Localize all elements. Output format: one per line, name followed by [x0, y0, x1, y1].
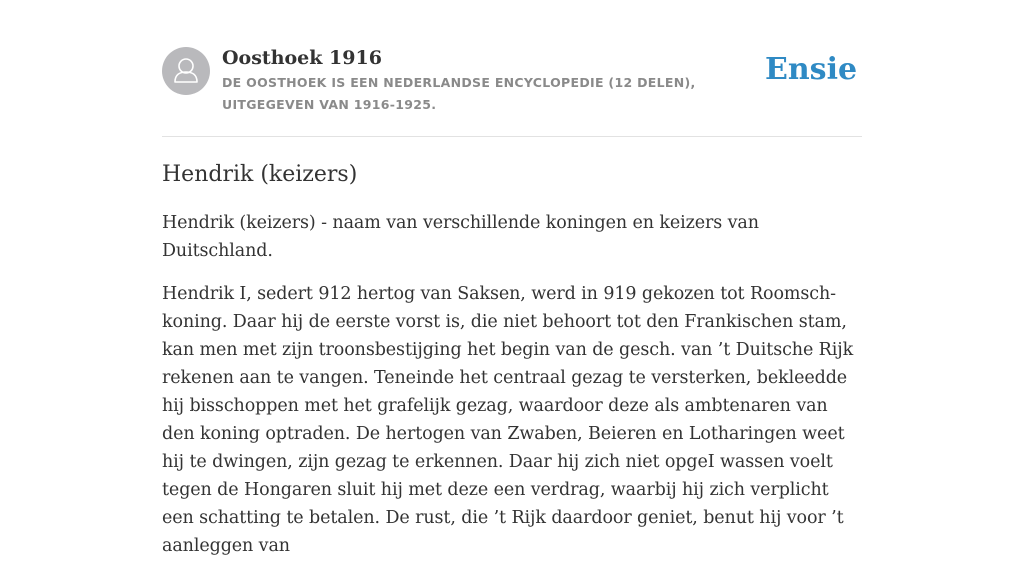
source-description: DE OOSTHOEK IS EEN NEDERLANDSE ENCYCLOPEDIE (12 DELEN), UITGEGEVEN VAN 1916-1925. — [222, 75, 696, 112]
source-header — [162, 44, 862, 137]
ensie-logo[interactable]: Ensie — [765, 52, 858, 87]
source-title[interactable]: Oosthoek 1916 — [222, 47, 382, 69]
entry-content — [162, 156, 862, 575]
user-icon[interactable] — [162, 47, 210, 95]
entry-paragraph: Hendrik (keizers) - naam van verschillende koningen en keizers van Duitschland. — [162, 213, 759, 261]
entry-title: Hendrik (keizers) — [162, 162, 358, 187]
entry-paragraph: Hendrik I, sedert 912 hertog van Saksen, werd in 919 gekozen tot Roomsch-koning. Daar hij de eerste vorst is, die niet behoort tot den Frankischen stam, kan men met zijn troonsbestijging het begin van de gesch. van ’t Duitsche Rijk rekenen aan te vangen. Teneinde het centraal gezag te versterken, bekleedde hij bisschoppen met het grafelijk gezag, waardoor deze als ambtenaren van den koning optraden. De hertogen van Zwaben, Beieren en Lotharingen weet hij te dwingen, zijn gezag te erkennen. Daar hij zich niet opgeI wassen voelt tegen de Hongaren sluit hij met deze een verdrag, waarbij hij zich verplicht een schatting te betalen. De rust, die ’t Rijk daardoor geniet, benut hij voor ’t aanleggen van — [162, 284, 854, 556]
